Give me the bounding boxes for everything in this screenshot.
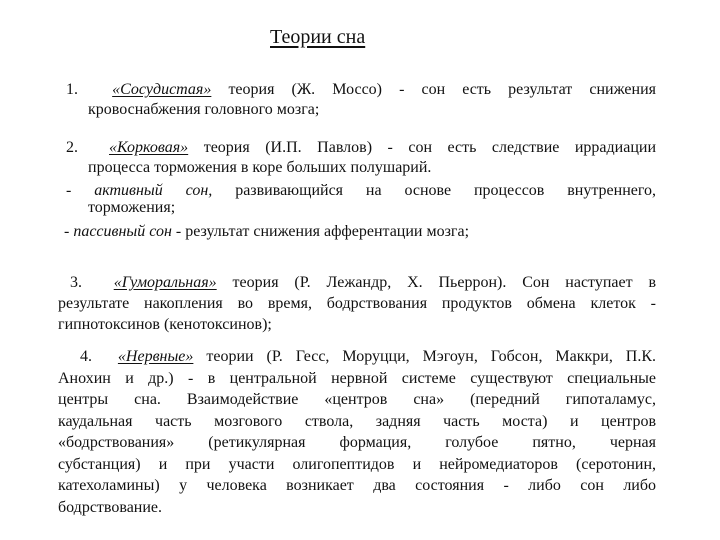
theory-name: «Гуморальная»: [113, 274, 217, 291]
theory-name: «Нервные»: [117, 348, 194, 365]
theory-text: теория (И.П. Павлов) - сон есть следствие иррадиации: [203, 139, 657, 156]
passive-sleep-line: [64, 222, 656, 242]
theory-cortical: [66, 138, 656, 178]
item-number: 4.: [80, 348, 92, 365]
theory-text: теория (Р. Лежандр, Х. Пьеррон). Сон наступает в: [232, 274, 656, 291]
theory-cortical-line-1: [66, 138, 656, 158]
theory-cortical-line-2: процесса торможения в коре больших полушарий.: [88, 159, 432, 176]
item-number: 2.: [66, 139, 78, 156]
theory-neural-line-4: каудальная часть мозгового ствола, задняя часть моста) и центров: [58, 412, 656, 430]
theory-vascular-line-1: [66, 80, 656, 100]
item-number: 1.: [66, 81, 78, 98]
theory-humoral-line-2: результате накопления во время, бодрствования продуктов обмена клеток -: [58, 295, 656, 312]
theory-neural-line-2: Анохин и др.) - в центральной нервной системе существуют специальные: [58, 369, 656, 387]
theory-humoral: [58, 272, 656, 335]
theory-name: «Корковая»: [109, 139, 189, 156]
active-sleep-text: развивающийся на основе процессов внутреннего,: [235, 182, 657, 199]
theory-neural-line-6: субстанция) и при участи олигопептидов и нейромедиаторов (серотонин,: [58, 455, 656, 473]
passive-sleep: [64, 222, 656, 242]
theory-humoral-line-3: гипнотоксинов (кенотоксинов);: [58, 316, 272, 333]
active-sleep-line-2: торможения;: [88, 199, 176, 216]
active-sleep-term: активный сон,: [94, 182, 213, 199]
theory-humoral-line-1: [58, 272, 656, 293]
theory-neural-line-1: [58, 346, 656, 368]
theory-neural-line-3: центры сна. Взаимодействие «центров сна» (передний гипоталамус,: [58, 391, 656, 408]
theory-neural-line-5: «бодрствования» (ретикулярная формация, голубое пятно, черная: [58, 434, 656, 451]
theory-vascular-line-2: кровоснабжения головного мозга;: [88, 101, 320, 118]
theory-text: теории (Р. Гесс, Моруцци, Мэгоун, Гобсон, Маккри, П.К.: [206, 348, 657, 365]
active-sleep: [66, 181, 656, 218]
page-title: Теории сна: [270, 26, 366, 48]
theory-text: теория (Ж. Моссо) - сон есть результат снижения: [228, 81, 657, 98]
passive-sleep-term: пассивный сон: [73, 223, 172, 240]
theory-neural: [58, 346, 656, 518]
theory-vascular: [66, 80, 656, 120]
theory-name: «Сосудистая»: [112, 81, 212, 98]
theory-neural-line-8: бодрствование.: [58, 498, 163, 516]
dash: -: [64, 223, 70, 240]
passive-sleep-text: - результат снижения афферентации мозга;: [175, 223, 470, 240]
item-number: 3.: [70, 274, 82, 291]
dash: -: [66, 182, 72, 199]
theory-neural-line-7: катехоламины) у человека возникает два состояния - либо сон либо: [58, 477, 656, 494]
